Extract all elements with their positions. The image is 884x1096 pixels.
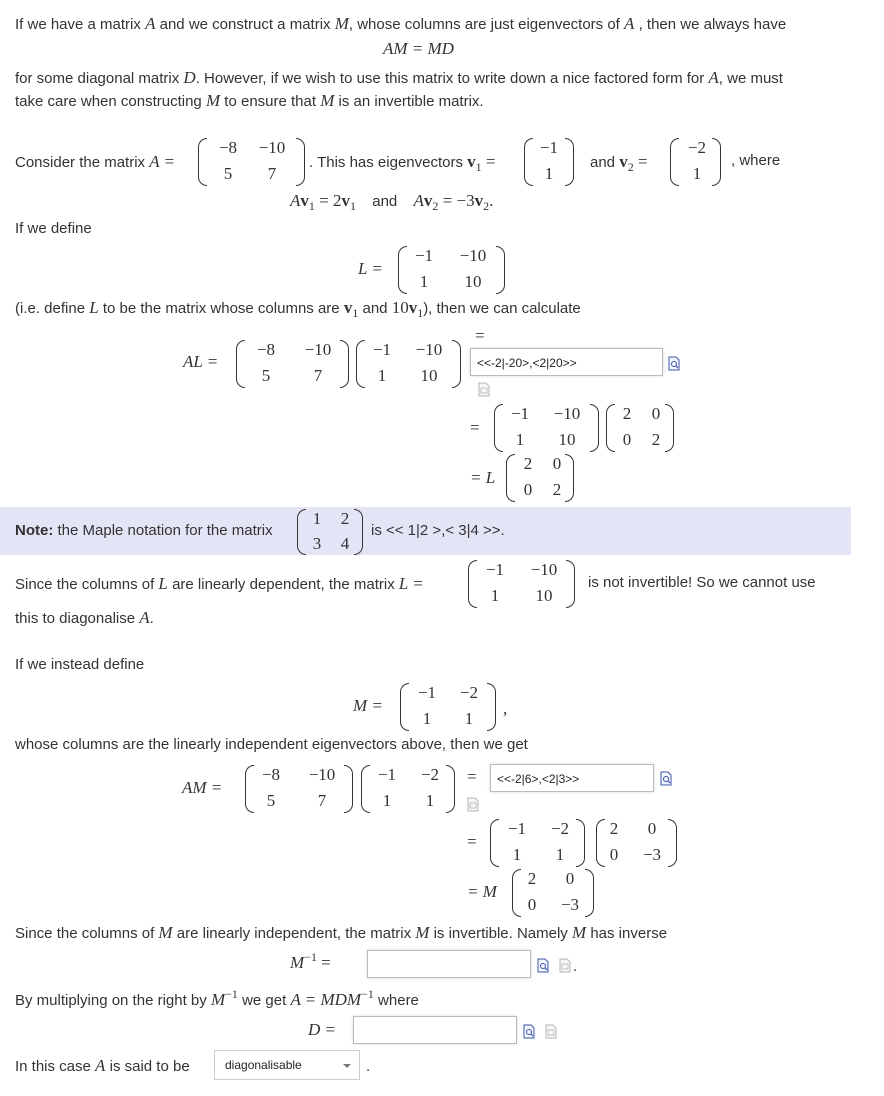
paren-left [236,340,245,388]
matrix-cell: 1 [464,709,474,728]
equals-sign: = [467,832,477,851]
matrix-cell: 1 [382,791,392,810]
vector-cell: 1 [692,164,702,183]
al-label: AL = [183,352,219,371]
matrix-cell: −10 [304,340,332,359]
help-icon[interactable] [478,382,490,397]
comma: , [503,699,508,718]
matrix-cell: −8 [218,138,238,157]
preview-icon[interactable] [537,958,549,973]
paren-right [446,765,455,813]
select-value: diagonalisable [225,1058,302,1072]
matrix-cell: −1 [510,404,530,423]
matrix-cell: 2 [552,480,562,499]
diagonalise-text: this to diagonalise A. [15,608,154,627]
paren-right [668,819,677,867]
matrix-cell: −2 [459,683,479,702]
paren-right [565,138,574,186]
diagonalisable-select[interactable] [214,1050,360,1080]
eigenvectors-text: . This has eigenvectors $v_1$ = [309,152,496,174]
matrix-cell: 1 [490,586,500,605]
answer-input-am[interactable]: <<-2|6>,<2|3>> [490,764,654,792]
vector-cell: −1 [539,138,559,157]
matrix-cell: 0 [647,819,657,838]
final-text: In this case A is said to be [15,1056,190,1075]
matrix-cell: −1 [377,765,397,784]
m-inverse-input[interactable] [367,950,531,978]
paren-right [452,340,461,388]
matrix-cell: 2 [340,509,350,528]
matrix-cell: 0 [527,895,537,914]
vector-cell: 1 [544,164,554,183]
matrix-cell: 2 [527,869,537,888]
preview-icon[interactable] [660,771,672,786]
help-icon[interactable] [559,958,571,973]
d-input[interactable] [353,1016,517,1044]
matrix-cell: 2 [651,430,661,449]
matrix-cell: −10 [415,340,443,359]
matrix-cell: 1 [377,366,387,385]
preview-icon[interactable] [668,356,680,371]
matrix-cell: 0 [651,404,661,423]
matrix-cell: −2 [420,765,440,784]
matrix-cell: 3 [312,534,322,553]
equation-am-md: AM = MD [383,39,454,58]
where-text: , where [731,152,781,169]
matrix-cell: −10 [258,138,286,157]
equals-sign: = [470,418,480,437]
define-l-text: If we define [15,220,92,237]
consider-text: Consider the matrix A = [15,152,176,171]
eq-l-label: = L [470,468,496,487]
l-label: L = [358,259,383,278]
matrix-cell: 7 [313,366,323,385]
matrix-cell: −1 [507,819,527,838]
matrix-cell: 2 [523,454,533,473]
paren-right [585,869,594,917]
eigen-equations: $Av_1 = 2v_1$ and $Av_2 = -3v_2$. [290,191,494,213]
matrix-cell: 10 [420,366,438,385]
am-label: AM = [182,778,223,797]
vector-cell: −2 [687,138,707,157]
matrix-cell: 5 [266,791,276,810]
define-m-text: If we instead define [15,656,145,673]
matrix-cell: −10 [530,560,558,579]
period: . [366,1058,371,1075]
matrix-cell: −3 [642,845,662,864]
paren-right [496,246,505,294]
matrix-cell: 0 [523,480,533,499]
eq-m-label: = M [467,882,497,901]
paren-right [296,138,305,186]
matrix-cell: −3 [560,895,580,914]
matrix-cell: 2 [609,819,619,838]
paren-right [712,138,721,186]
paren-right [565,454,574,502]
m-label: M = [353,696,383,715]
matrix-cell: 0 [622,430,632,449]
equals-sign: = [467,767,477,786]
matrix-cell: 5 [261,366,271,385]
paren-right [576,819,585,867]
independent-text: whose columns are the linearly independent eigenvectors above, then we get [15,736,528,753]
matrix-cell: −1 [485,560,505,579]
matrix-cell: 1 [515,430,525,449]
and-v2-text: and $v_2$ = [590,152,648,174]
intro-line-2: for some diagonal matrix D. However, if we wish to use this matrix to write down a nice factored form for A, we must [15,68,783,87]
paren-left [198,138,207,186]
multiply-text: By multiplying on the right by $M^{-1}$ we get $A = MDM^{-1}$ where [15,987,419,1009]
matrix-cell: 2 [622,404,632,423]
m-inverse-label: $M^{-1}$ = [290,950,331,972]
matrix-cell: 1 [312,509,322,528]
matrix-cell: 1 [512,845,522,864]
matrix-cell: 1 [422,709,432,728]
matrix-cell: −2 [550,819,570,838]
paren-right [344,765,353,813]
matrix-cell: 10 [535,586,553,605]
invertible-text: Since the columns of M are linearly independent, the matrix M is invertible. Namely M has inverse [15,923,668,942]
intro-line-1: If we have a matrix A and we construct a matrix M, whose columns are just eigenvectors of A , then we always have [15,14,787,33]
note-maple-text: is << 1|2 >,< 3|4 >>. [371,522,505,539]
preview-icon[interactable] [523,1024,535,1039]
equals-sign: = [475,326,485,345]
matrix-cell: −8 [256,340,276,359]
help-icon[interactable] [545,1024,557,1039]
matrix-cell: 10 [558,430,576,449]
paren-right [487,683,496,731]
note-text: Note: the Maple notation for the matrix [15,522,273,539]
matrix-cell: 7 [317,791,327,810]
matrix-cell: 0 [552,454,562,473]
matrix-cell: 4 [340,534,350,553]
d-label: D = [308,1020,336,1039]
matrix-cell: −8 [261,765,281,784]
help-icon[interactable] [467,797,479,812]
matrix-cell: 1 [419,272,429,291]
not-invertible-text: is not invertible! So we cannot use [588,574,816,591]
paren-right [590,404,599,452]
matrix-cell: −1 [417,683,437,702]
dependent-text: Since the columns of L are linearly dependent, the matrix L = [15,574,424,593]
matrix-cell: −10 [553,404,581,423]
matrix-cell: −10 [459,246,487,265]
chevron-down-icon [343,1064,351,1068]
paren-right [354,509,363,555]
matrix-cell: 1 [555,845,565,864]
answer-input-al[interactable]: <<-2|-20>,<2|20>> [470,348,663,376]
matrix-cell: 1 [425,791,435,810]
paren-right [665,404,674,452]
intro-line-3: take care when constructing M to ensure that M is an invertible matrix. [15,91,484,110]
matrix-cell: 0 [565,869,575,888]
matrix-cell: 7 [267,164,277,183]
matrix-cell: −10 [308,765,336,784]
ie-text: (i.e. define L to be the matrix whose columns are $v_1$ and $10v_1$), then we can calculate [15,298,581,320]
matrix-cell: 0 [609,845,619,864]
matrix-cell: 10 [464,272,482,291]
matrix-cell: −1 [372,340,392,359]
matrix-cell: 5 [223,164,233,183]
matrix-cell: −1 [414,246,434,265]
period: . [573,958,578,975]
paren-right [340,340,349,388]
paren-right [566,560,575,608]
